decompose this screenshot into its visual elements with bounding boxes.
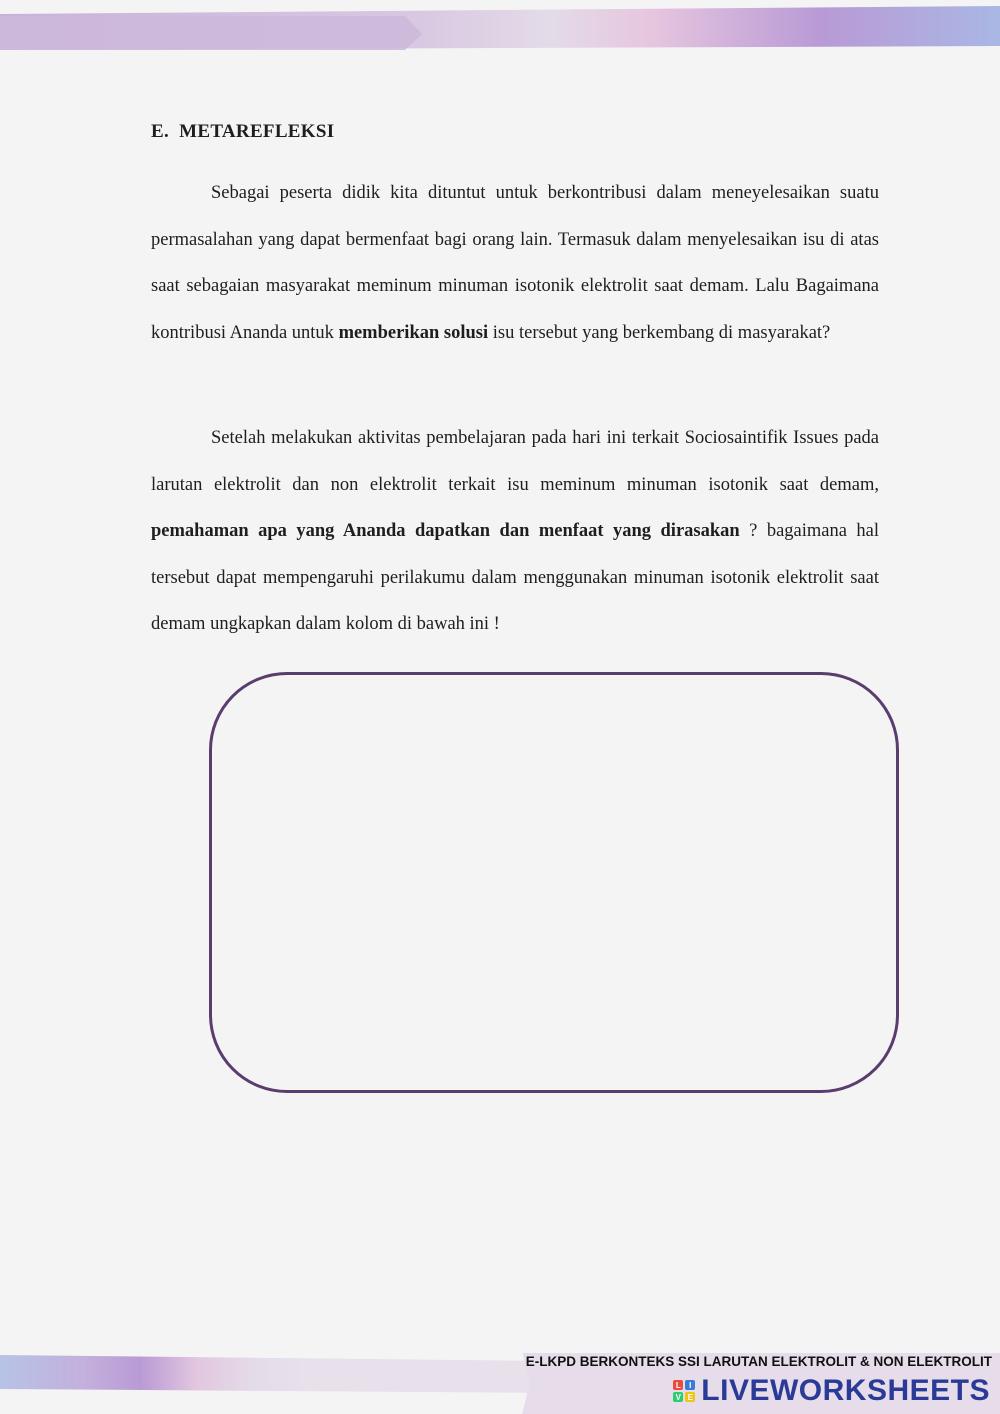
paragraph-text: Sebagai peserta didik kita dituntut untuk berkontribusi dalam meneyelesaikan suatu permasalahan yang dapat bermenfaat bagi orang lain. Termasuk dalam menyelesaikan isu di atas saat sebagaian masyarakat meminum minuman isotonik elektrolit saat demam. Lalu Bagaimana kontribusi Ananda untuk: [151, 183, 879, 343]
answer-textbox[interactable]: [209, 672, 899, 1093]
footer-title: E-LKPD BERKONTEKS SSI LARUTAN ELEKTROLIT & NON ELEKTROLIT: [525, 1354, 992, 1369]
emphasis-text: memberikan solusi: [338, 322, 489, 343]
section-label: E.: [151, 121, 170, 142]
section-heading: METAREFLEKSI: [179, 121, 335, 142]
paragraph-contribution: [151, 170, 879, 356]
paragraph-text: Setelah melakukan aktivitas pembelajaran pada hari ini terkait Sociosaintifik Issues pada larutan elektrolit dan non elektrolit terkait isu meminum minuman isotonik saat demam,: [151, 428, 879, 495]
paragraph-text: isu tersebut yang berkembang di masyarakat?: [492, 322, 831, 343]
paragraph-text: ? bagaimana hal tersebut dapat mempengaruhi perilakumu dalam menggunakan minuman isotonik elektrolit saat demam ungkapkan dalam kolom di bawah ini !: [151, 521, 880, 634]
liveworksheets-brand: [673, 1374, 990, 1408]
section-title: [151, 121, 334, 143]
top-decorative-band: [0, 6, 1000, 50]
emphasis-text: pemahaman apa yang Ananda dapatkan dan menfaat yang dirasakan: [151, 521, 740, 541]
paragraph-reflection: [151, 415, 879, 648]
brand-name: LIVEWORKSHEETS: [701, 1374, 990, 1407]
liveworksheets-logo-icon: L I V E: [673, 1380, 695, 1402]
